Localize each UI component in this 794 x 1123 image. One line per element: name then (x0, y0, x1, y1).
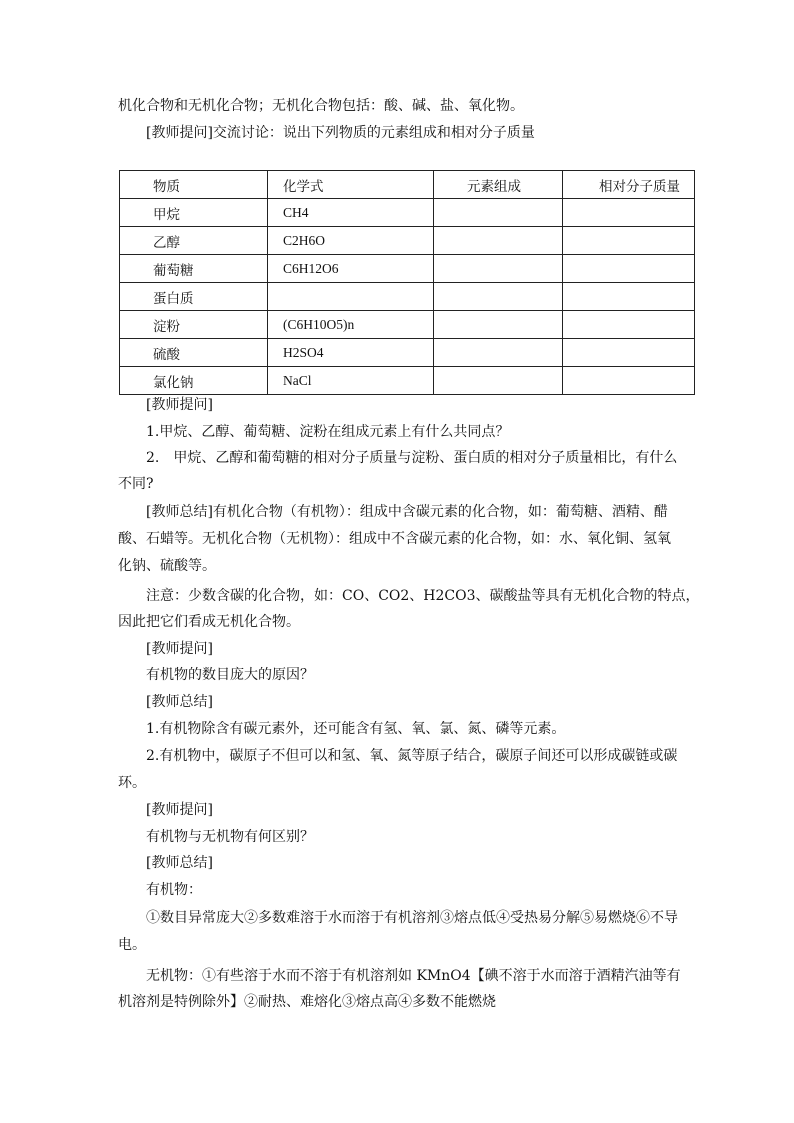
cell-molar-mass (563, 339, 695, 367)
cell-substance: 蛋白质 (120, 283, 268, 311)
cell-formula: (C6H10O5)n (268, 311, 434, 339)
summary-point-1: 1.有机物除含有碳元素外，还可能含有氢、氧、氯、氮、磷等元素。 (146, 721, 566, 737)
intro-line-1: 机化合物和无机化合物；无机化合物包括：酸、碱、盐、氧化物。 (118, 98, 524, 114)
table-row (120, 283, 695, 311)
table-row (120, 311, 695, 339)
cell-elements (434, 227, 563, 255)
cell-substance: 葡萄糖 (120, 255, 268, 283)
question-2: 2. 甲烷、乙醇和葡萄糖的相对分子质量与淀粉、蛋白质的相对分子质量相比，有什么 (146, 450, 678, 466)
table-row (120, 339, 695, 367)
summary-organic-cont-1: 酸、石蜡等。无机化合物（无机物）：组成中不含碳元素的化合物，如：水、氧化铜、氢氧 (118, 531, 671, 547)
cell-formula: H2SO4 (268, 339, 434, 367)
cell-substance: 乙醇 (120, 227, 268, 255)
cell-formula: C6H12O6 (268, 255, 434, 283)
cell-elements (434, 255, 563, 283)
cell-molar-mass (563, 227, 695, 255)
inorganic-properties-cont: 机溶剂是特例除外】②耐热、难熔化③熔点高④多数不能燃烧 (118, 994, 496, 1010)
organic-properties-cont: 电。 (118, 937, 146, 953)
cell-substance: 淀粉 (120, 311, 268, 339)
summary-organic-cont-2: 化钠、硫酸等。 (118, 558, 216, 574)
teacher-question-heading: [教师提问] (146, 802, 213, 818)
cell-molar-mass (563, 367, 695, 395)
table-row (120, 199, 695, 227)
table-row (120, 255, 695, 283)
cell-substance: 氯化钠 (120, 367, 268, 395)
inorganic-properties: 无机物：①有些溶于水而不溶于有机溶剂如 KMnO4【碘不溶于水而溶于酒精汽油等有 (146, 968, 681, 984)
cell-molar-mass (563, 283, 695, 311)
header-formula: 化学式 (268, 171, 434, 199)
question-count: 有机物的数目庞大的原因？ (146, 667, 314, 683)
teacher-question-heading: [教师提问] (146, 397, 213, 413)
cell-substance: 硫酸 (120, 339, 268, 367)
question-difference: 有机物与无机物有何区别？ (146, 829, 314, 845)
organic-label: 有机物： (146, 882, 202, 898)
header-molar-mass: 相对分子质量 (563, 171, 695, 199)
teacher-question-heading: [教师提问] (146, 641, 213, 657)
organic-properties: ①数目异常庞大②多数难溶于水而溶于有机溶剂③熔点低④受热易分解⑤易燃烧⑥不导 (146, 910, 678, 926)
question-2-cont: 不同? (118, 476, 154, 492)
table-row (120, 227, 695, 255)
cell-elements (434, 339, 563, 367)
cell-formula: CH4 (268, 199, 434, 227)
cell-molar-mass (563, 199, 695, 227)
note-line: 注意：少数含碳的化合物，如：CO、CO2、H2CO3、碳酸盐等具有无机化合物的特点， (146, 588, 700, 604)
cell-molar-mass (563, 311, 695, 339)
cell-molar-mass (563, 255, 695, 283)
teacher-summary-heading: [教师总结] (146, 694, 213, 710)
intro-line-2: [教师提问]交流讨论：说出下列物质的元素组成和相对分子质量 (146, 125, 535, 141)
cell-elements (434, 199, 563, 227)
summary-point-2: 2.有机物中，碳原子不但可以和氢、氧、氮等原子结合，碳原子间还可以形成碳链或碳 (146, 748, 678, 764)
question-1: 1.甲烷、乙醇、葡萄糖、淀粉在组成元素上有什么共同点？ (146, 424, 510, 440)
note-line-cont: 因此把它们看成无机化合物。 (118, 614, 300, 630)
table-header-row (120, 171, 695, 199)
header-substance: 物质 (120, 171, 268, 199)
cell-formula (268, 283, 434, 311)
teacher-summary-heading: [教师总结] (146, 855, 213, 871)
cell-elements (434, 283, 563, 311)
substance-table (119, 170, 695, 395)
cell-elements (434, 367, 563, 395)
cell-formula: C2H6O (268, 227, 434, 255)
cell-elements (434, 311, 563, 339)
summary-point-2-cont: 环。 (118, 775, 146, 791)
summary-organic: [教师总结]有机化合物（有机物）：组成中含碳元素的化合物，如：葡萄糖、酒精、醋 (146, 504, 668, 520)
header-elements: 元素组成 (434, 171, 563, 199)
cell-formula: NaCl (268, 367, 434, 395)
table-row (120, 367, 695, 395)
cell-substance: 甲烷 (120, 199, 268, 227)
